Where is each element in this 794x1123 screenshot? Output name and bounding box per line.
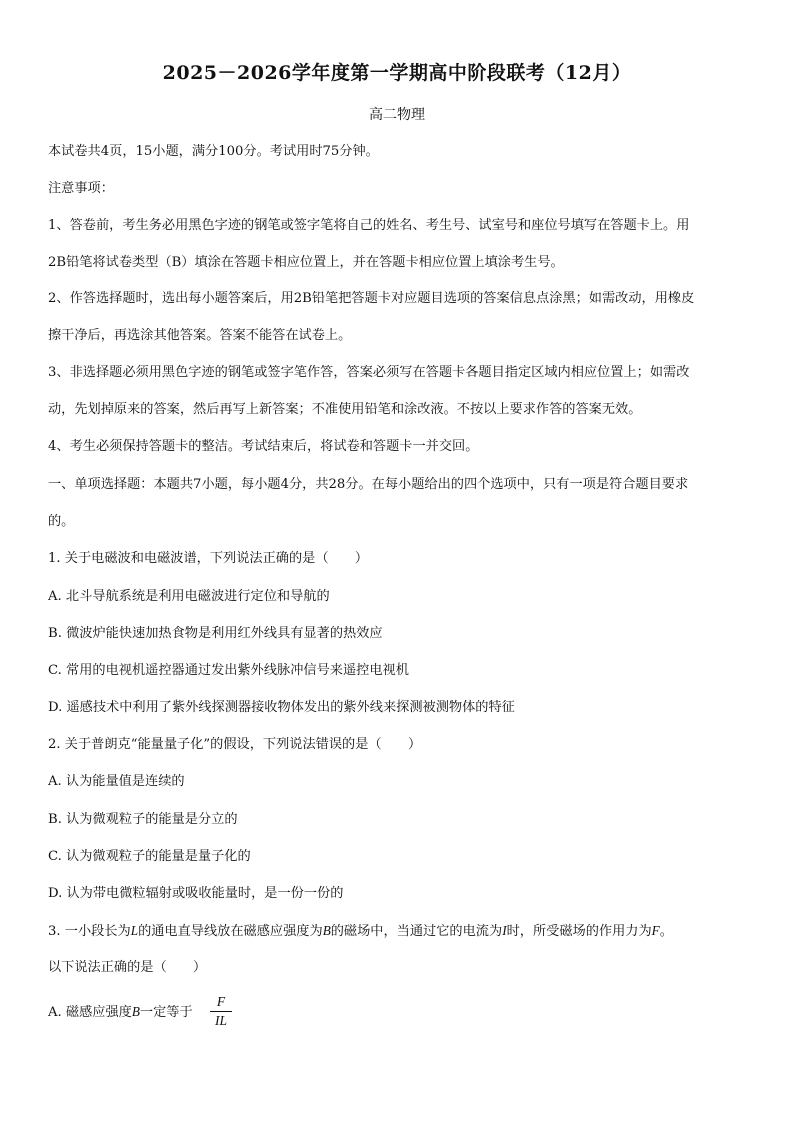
question-2-option-a: A. 认为能量值是连续的 [48,774,185,789]
question-1-option-c: C. 常用的电视机遥控器通过发出紫外线脉冲信号来遥控电视机 [48,663,409,678]
q3-a-var-b: B [131,1004,140,1019]
note-4: 4、考生必须保持答题卡的整洁。考试结束后，将试卷和答题卡一并交回。 [48,439,479,454]
q3-var-b: B [322,923,331,938]
note-2-line-2: 擦干净后，再选涂其他答案。答案不能答在试卷上。 [48,328,352,343]
note-2-line-1: 2、作答选择题时，选出每小题答案后，用2B铅笔把答题卡对应题目选项的答案信息点涂黑；如需改动，用橡皮 [48,291,695,306]
page-title: 2025－2026学年度第一学期高中阶段联考（12月） [162,62,632,84]
section-1-heading: 一、单项选择题：本题共7小题，每小题4分，共28分。在每小题给出的四个选项中，只有一项是符合题目要求 [48,477,689,492]
question-2-option-d: D. 认为带电微粒辐射或吸收能量时，是一份一份的 [48,886,344,901]
fraction-bar [210,1011,232,1012]
fraction-numerator: F [216,994,226,1009]
q3-var-l: L [130,923,139,938]
q3-a-text-2: 一定等于 [139,1005,193,1020]
q3-a-text-1: A. 磁感应强度 [48,1005,132,1020]
section-1-heading-cont: 的。 [48,514,75,529]
note-1-line-1: 1、答卷前，考生务必用黑色字迹的钢笔或签字笔将自己的姓名、考生号、试室号和座位号填写在答题卡上。用 [48,218,690,233]
note-3-line-2: 动，先划掉原来的答案，然后再写上新答案；不准使用铅笔和涂改液。不按以上要求作答的答案无效。 [48,402,642,417]
q3-text-5: 。 [659,924,673,939]
q3-text-3: 的磁场中，当通过它的电流为 [330,924,503,939]
question-2-option-b: B. 认为微观粒子的能量是分立的 [48,812,238,827]
question-1-option-d: D. 遥感技术中利用了紫外线探测器接收物体发出的紫外线来探测被测物体的特征 [48,700,515,715]
question-3-stem-cont: 以下说法正确的是（ ） [48,960,207,975]
q3-var-i: I [502,923,507,938]
question-3-stem [48,922,673,941]
question-2-option-c: C. 认为微观粒子的能量是量子化的 [48,849,251,864]
fraction-f-over-il [210,994,232,1029]
q3-text-2: 的通电直导线放在磁感应强度为 [138,924,323,939]
question-3-option-a [48,1003,193,1022]
q3-text-4: 时，所受磁场的作用力为 [506,924,652,939]
note-1-line-2: 2B铅笔将试卷类型（B）填涂在答题卡相应位置上，并在答题卡相应位置上填涂考生号。 [48,255,564,270]
question-1-stem: 1. 关于电磁波和电磁波谱，下列说法正确的是（ ） [48,551,369,566]
note-3-line-1: 3、非选择题必须用黑色字迹的钢笔或签字笔作答，答案必须写在答题卡各题目指定区域内相应位置上；如需改 [48,365,690,380]
q3-var-f: F [651,923,660,938]
q3-text-1: 3. 一小段长为 [48,924,131,939]
question-1-option-a: A. 北斗导航系统是利用电磁波进行定位和导航的 [48,589,330,604]
question-2-stem: 2. 关于普朗克“能量量子化”的假设，下列说法错误的是（ ） [48,737,422,752]
subject-subtitle: 高二物理 [369,107,425,123]
question-1-option-b: B. 微波炉能快速加热食物是利用红外线具有显著的热效应 [48,626,383,641]
fraction-denominator: IL [214,1013,227,1028]
notes-heading: 注意事项： [48,181,114,196]
exam-intro: 本试卷共4页，15小题，满分100分。考试用时75分钟。 [48,144,379,159]
